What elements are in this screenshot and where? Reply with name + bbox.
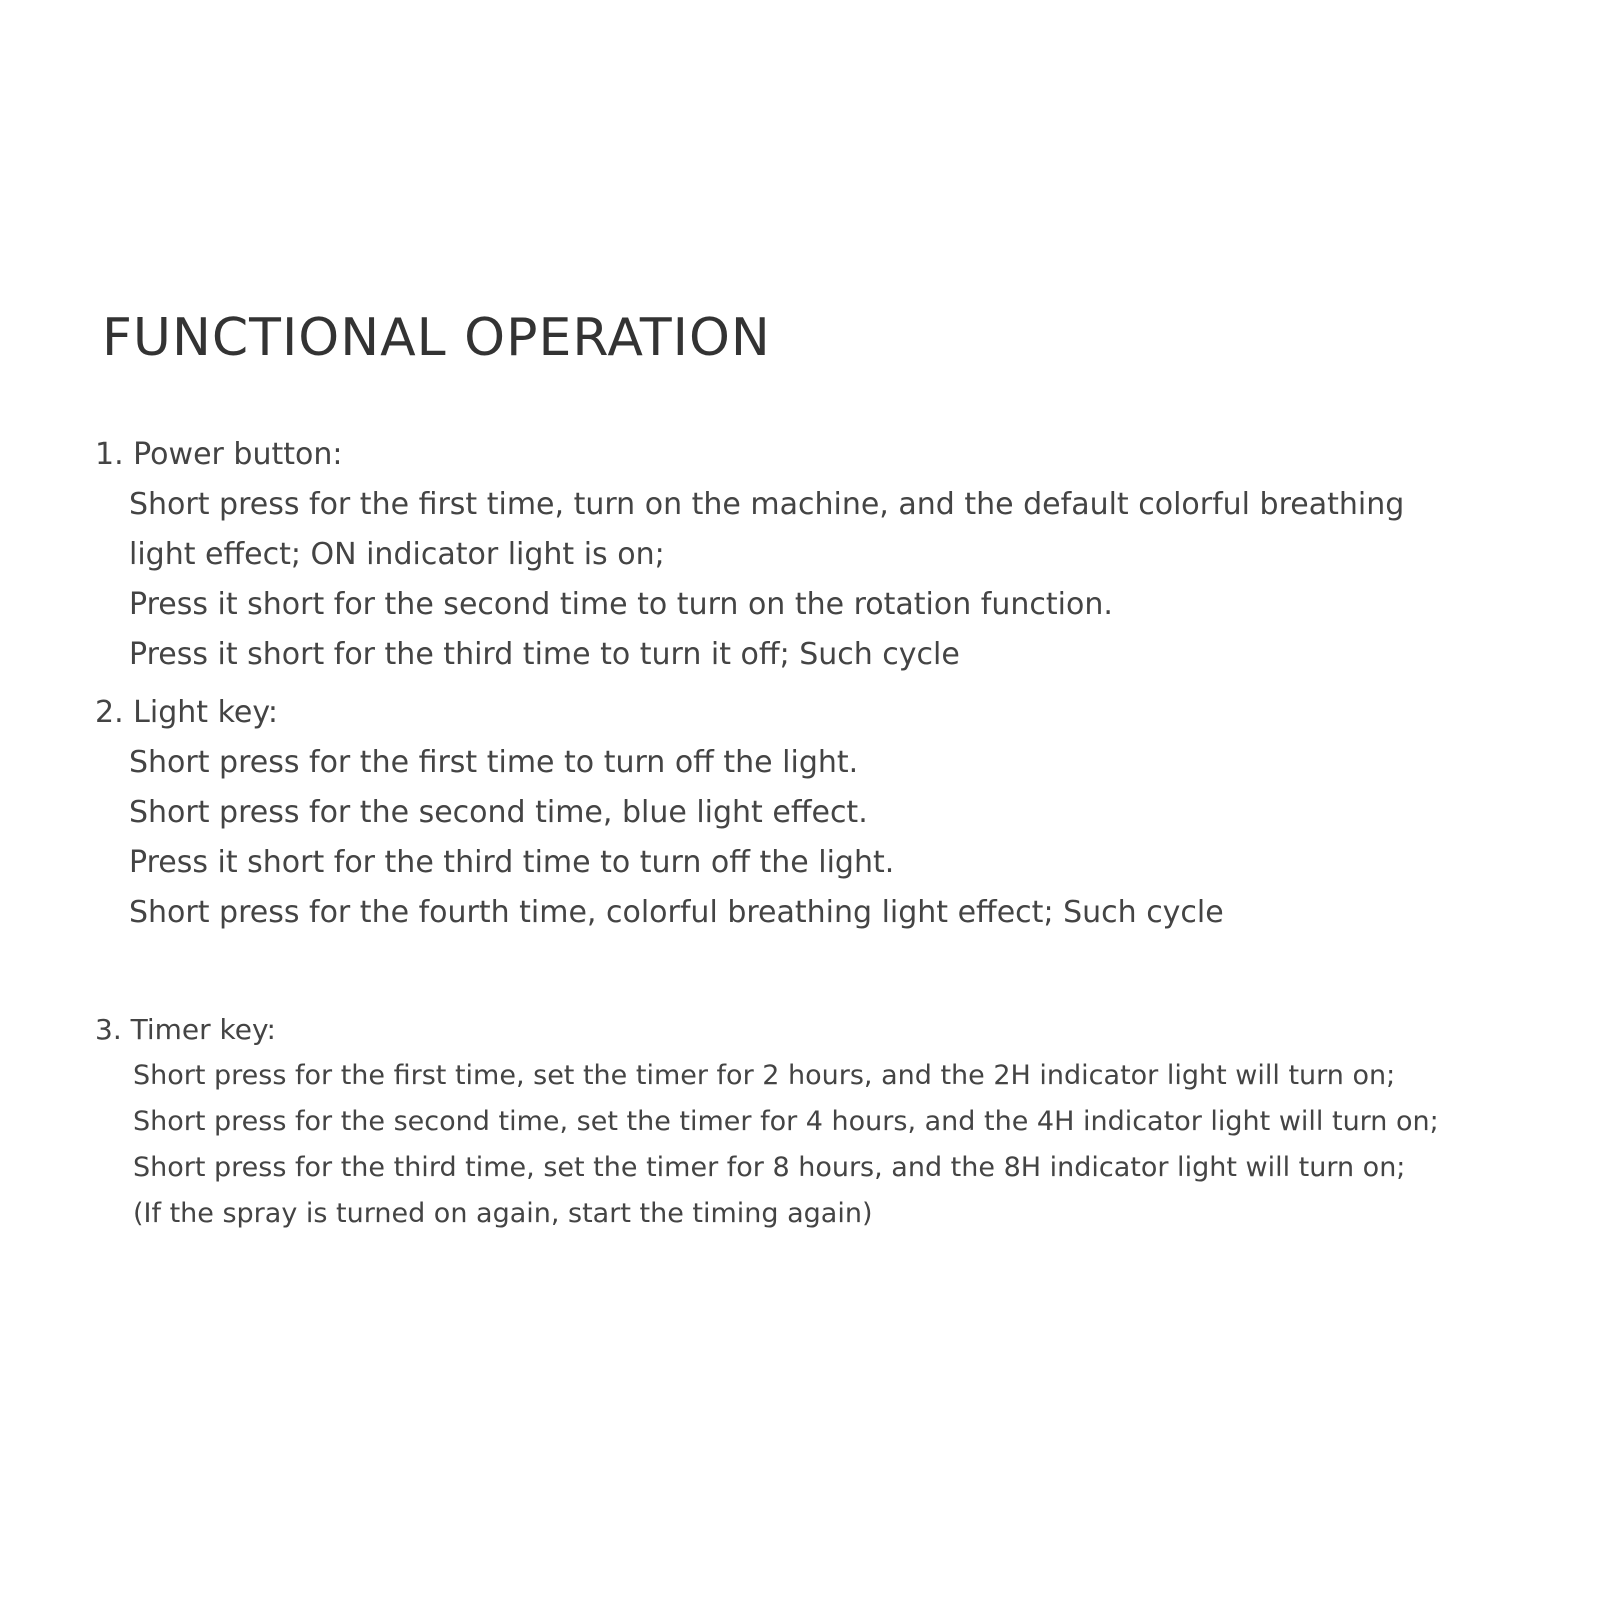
instruction-line: Short press for the second time, set the timer for 4 hours, and the 4H indicator light will turn on; — [133, 1106, 1439, 1137]
instruction-line: Press it short for the second time to turn on the rotation function. — [129, 587, 1113, 622]
section-heading: 2. Light key: — [95, 695, 279, 730]
instruction-line: Press it short for the third time to turn off the light. — [129, 845, 895, 880]
instruction-line: (If the spray is turned on again, start the timing again) — [133, 1198, 873, 1229]
section-heading: 3. Timer key: — [95, 1013, 276, 1046]
instruction-line: Short press for the third time, set the timer for 8 hours, and the 8H indicator light will turn on; — [133, 1152, 1406, 1183]
instruction-line: Short press for the first time, turn on the machine, and the default colorful breathing — [129, 487, 1405, 522]
instruction-line: Short press for the first time, set the timer for 2 hours, and the 2H indicator light will turn on; — [133, 1060, 1396, 1091]
section-heading: 1. Power button: — [95, 437, 343, 472]
instruction-line: Short press for the fourth time, colorful breathing light effect; Such cycle — [129, 895, 1224, 930]
section-timer-key — [95, 1007, 1439, 1237]
section-light-key — [95, 688, 1224, 938]
instruction-line: Short press for the second time, blue light effect. — [129, 795, 868, 830]
section-power-button — [95, 430, 1404, 680]
instruction-line: Short press for the first time to turn off the light. — [129, 745, 859, 780]
page-title: FUNCTIONAL OPERATION — [102, 308, 771, 368]
instruction-line: Press it short for the third time to turn it off; Such cycle — [129, 637, 960, 672]
instruction-line: light effect; ON indicator light is on; — [129, 537, 665, 572]
